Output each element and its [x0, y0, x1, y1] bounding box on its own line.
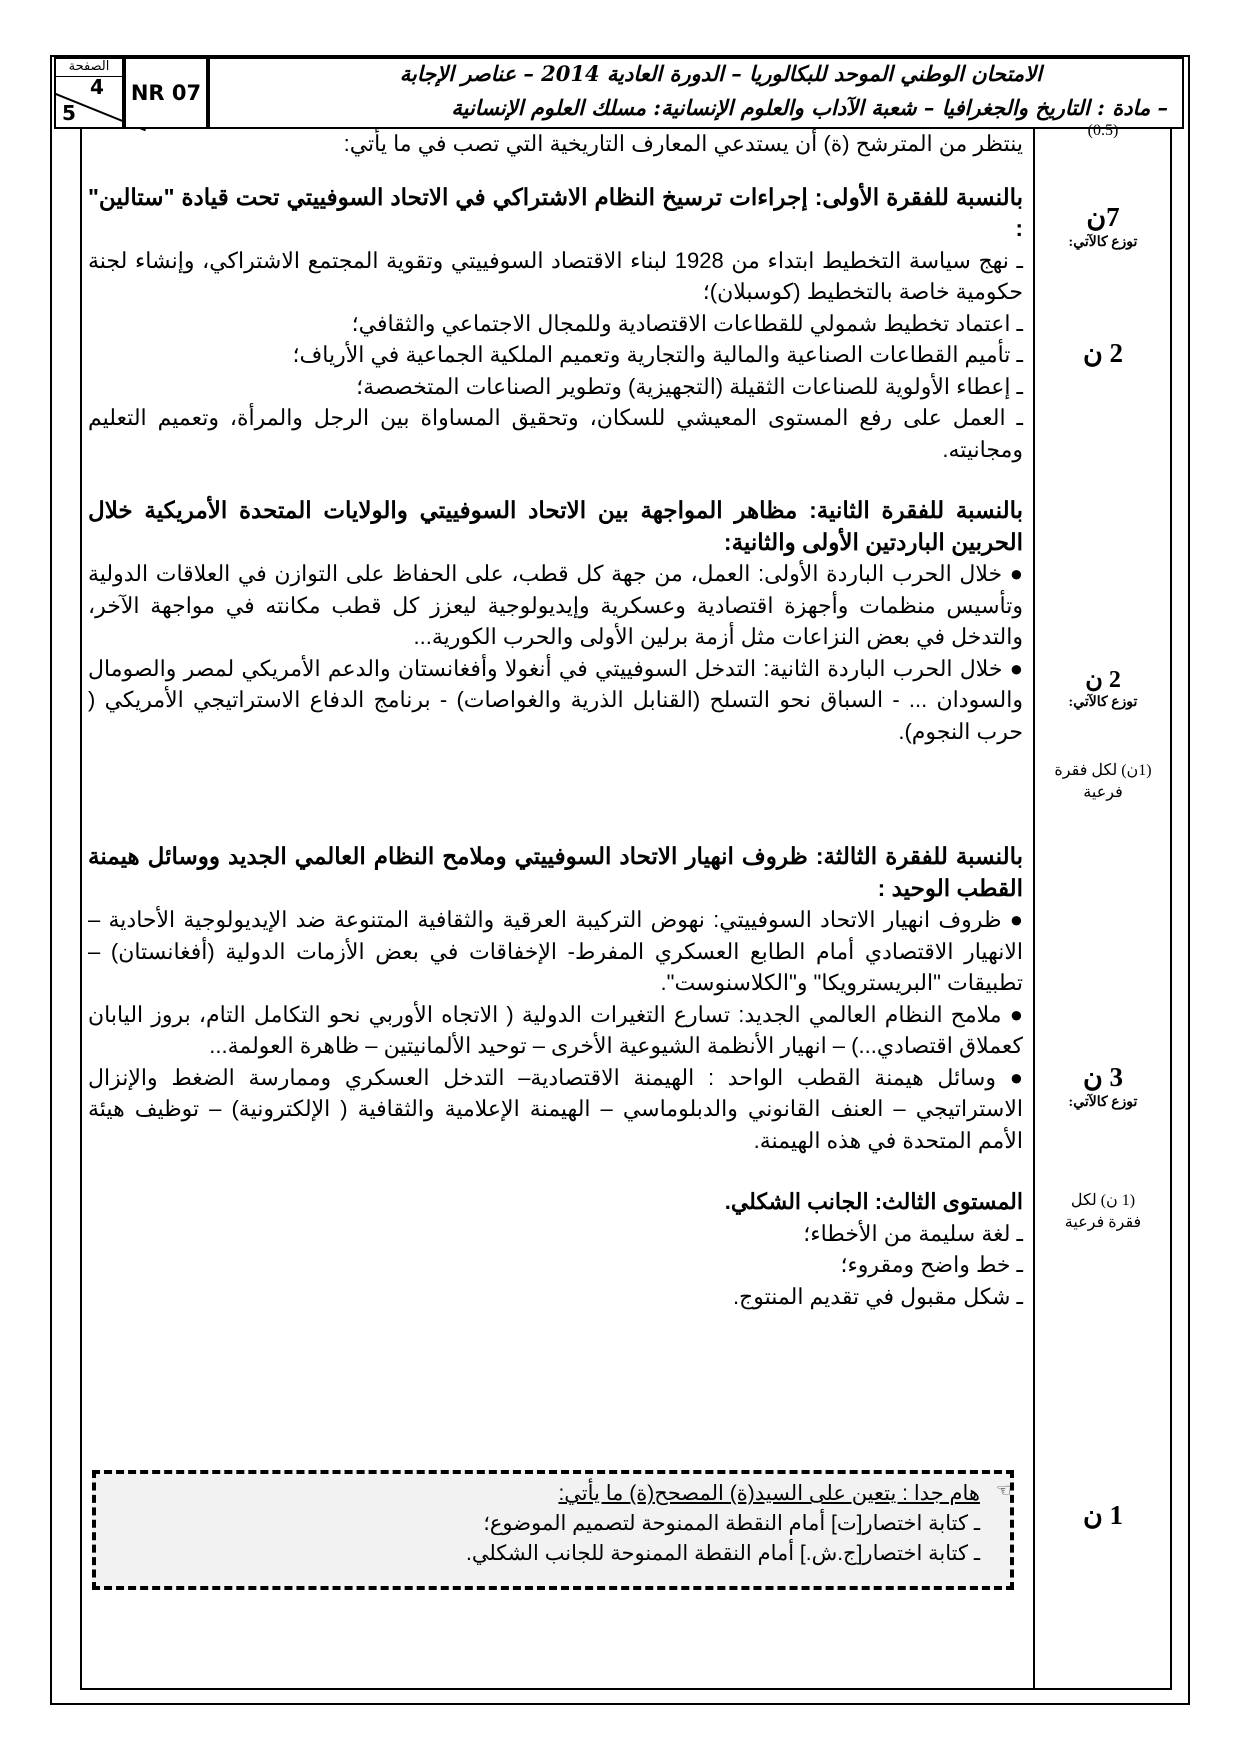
- section2-item: ● خلال الحرب الباردة الثانية: التدخل السوفييتي في أنغولا وأفغانستان والدعم الأمريكي لمصر والصومال والسودان ... - السباق نحو التسلح (القنابل الذرية والغواصات) - برنامج الدفاع الاستراتيجي الأمريكي ( حرب النجوم).: [88, 655, 1023, 744]
- pointing-hand-icon: ☜: [995, 1480, 1012, 1501]
- mark-intro: (0.5): [1087, 122, 1119, 139]
- level3-item: ـ لغة سليمة من الأخطاء؛: [803, 1220, 1023, 1246]
- mark-per-subparagraph-2: (1 ن) لكل فقرة فرعية: [1064, 1192, 1142, 1231]
- mark-section1: 2 ن: [1082, 338, 1124, 368]
- section2-heading: بالنسبة للفقرة الثانية: مظاهر المواجهة بين الاتحاد السوفييتي والولايات المتحدة الأمريكية خلال الحربين الباردتين الأولى والثانية:: [88, 497, 1023, 555]
- grader-notice-box: [92, 1470, 1014, 1590]
- section1-item: ـ نهج سياسة التخطيط ابتداء من 1928 لبناء الاقتصاد السوفييتي وتقوية المجتمع الاشتراكي، وإنشاء لجنة حكومية خاصة بالتخطيط (كوسبلان)؛: [88, 247, 1023, 304]
- notice-item: ـ كتابة اختصار[ت] أمام النقطة الممنوحة لتصميم الموضوع؛: [483, 1512, 980, 1535]
- mark-form: 1 ن: [1082, 1500, 1124, 1530]
- section1-item: ـ اعتماد تخطيط شمولي للقطاعات الاقتصادية وللمجال الاجتماعي والثقافي؛: [351, 310, 1023, 336]
- mark-section3: 3 ن: [1082, 1062, 1124, 1092]
- exam-code: NR 07: [124, 57, 208, 129]
- section1-item: ـ إعطاء الأولوية للصناعات الثقيلة (التجهيزية) وتطوير الصناعات المتخصصة؛: [356, 373, 1023, 399]
- section1-item: ـ العمل على رفع المستوى المعيشي للسكان، وتحقيق المساواة بين الرجل والمرأة، وتعميم التعليم ومجانيته.: [88, 405, 1023, 462]
- page-number-box: [54, 57, 124, 129]
- level3-item: ـ خط واضح ومقروء؛: [840, 1252, 1023, 1277]
- page-label: الصفحة: [68, 59, 110, 74]
- header-title-line1: الامتحان الوطني الموحد للبكالوريا – الدورة العادية 2014 – عناصر الإجابة: [399, 61, 1042, 86]
- section1-heading: بالنسبة للفقرة الأولى: إجراءات ترسيخ النظام الاشتراكي في الاتحاد السوفييتي تحت قيادة "ستالين" :: [88, 183, 1023, 241]
- page-total: 5: [62, 101, 76, 125]
- section3-item: ● وسائل هيمنة القطب الواحد : الهيمنة الاقتصادية– التدخل العسكري وممارسة الضغط والإنزال الاستراتيجي – العنف القانوني والدبلوماسي – الهيمنة الإعلامية والثقافية ( الإلكترونية) – توظيف هيئة الأمم المتحدة في هذه الهيمنة.: [88, 1064, 1023, 1153]
- mark-section3-note: توزع كالآتي:: [1068, 1095, 1138, 1110]
- header-title-line2: – مادة : التاريخ والجغرافيا – شعبة الآداب والعلوم الإنسانية: مسلك العلوم الإنسانية: [451, 95, 1168, 120]
- notice-item: ـ كتابة اختصار[ج.ش.] أمام النقطة الممنوحة للجانب الشكلي.: [466, 1542, 980, 1565]
- section1-item: ـ تأميم القطاعات الصناعية والمالية والتجارية وتعميم الملكية الجماعية في الأرياف؛: [292, 342, 1023, 367]
- mark-distribution-note: توزع كالآتي:: [1068, 235, 1138, 250]
- intro-text: ينتظر من المترشح (ة) أن يستدعي المعارف التاريخية التي تصب في ما يأتي:: [343, 131, 1023, 156]
- header-title-box: [208, 57, 1184, 129]
- page-box-divider: [56, 76, 122, 77]
- answer-content: [88, 128, 1023, 1312]
- mark-section2: 2 ن: [1085, 667, 1121, 693]
- notice-title: هام جدا : يتعين على السيد(ة) المصحح(ة) ما يأتي:: [558, 1482, 980, 1505]
- level3-heading: المستوى الثالث: الجانب الشكلي.: [724, 1189, 1023, 1214]
- mark-total-7: 7ن: [1086, 202, 1120, 232]
- section3-heading: بالنسبة للفقرة الثالثة: ظروف انهيار الاتحاد السوفييتي وملامح النظام العالمي الجديد ووسائل هيمنة القطب الوحيد :: [88, 843, 1023, 901]
- section2-item: ● خلال الحرب الباردة الأولى: العمل، من جهة كل قطب، على الحفاظ على التوازن في العلاقات الدولية وتأسيس منظمات وأجهزة اقتصادية وعسكرية وإيديولوجية ليعزز كل قطب مكانته في مواجهة الآخر، والتدخل في بعض النزاعات مثل أزمة برلين الأولى والحرب الكورية...: [88, 561, 1023, 649]
- section3-item: ● ظروف انهيار الاتحاد السوفييتي: نهوض التركيبة العرقية والثقافية المتنوعة ضد الإيديولوجية الأحادية – الانهيار الاقتصادي أمام الطابع العسكري المفرط- الإخفاقات في بعض الأزمات الدولية (أفغانستان) – تطبيقات "البريسترويكا" و"الكلاسنوست".: [88, 907, 1023, 995]
- mark-section2-note: توزع كالآتي:: [1068, 695, 1138, 710]
- mark-per-subparagraph: (1ن) لكل فقرة فرعية: [1054, 762, 1152, 801]
- section3-item: ● ملامح النظام العالمي الجديد: تسارع التغيرات الدولية ( الاتجاه الأوربي نحو التكامل التام، بروز اليابان كعملاق اقتصادي...) – انهيار الأنظمة الشيوعية الأخرى – توحيد الألمانيتين – ظاهرة العولمة...: [88, 1001, 1023, 1058]
- level3-item: ـ شكل مقبول في تقديم المنتوج.: [732, 1283, 1023, 1309]
- page-number: 4: [90, 75, 104, 99]
